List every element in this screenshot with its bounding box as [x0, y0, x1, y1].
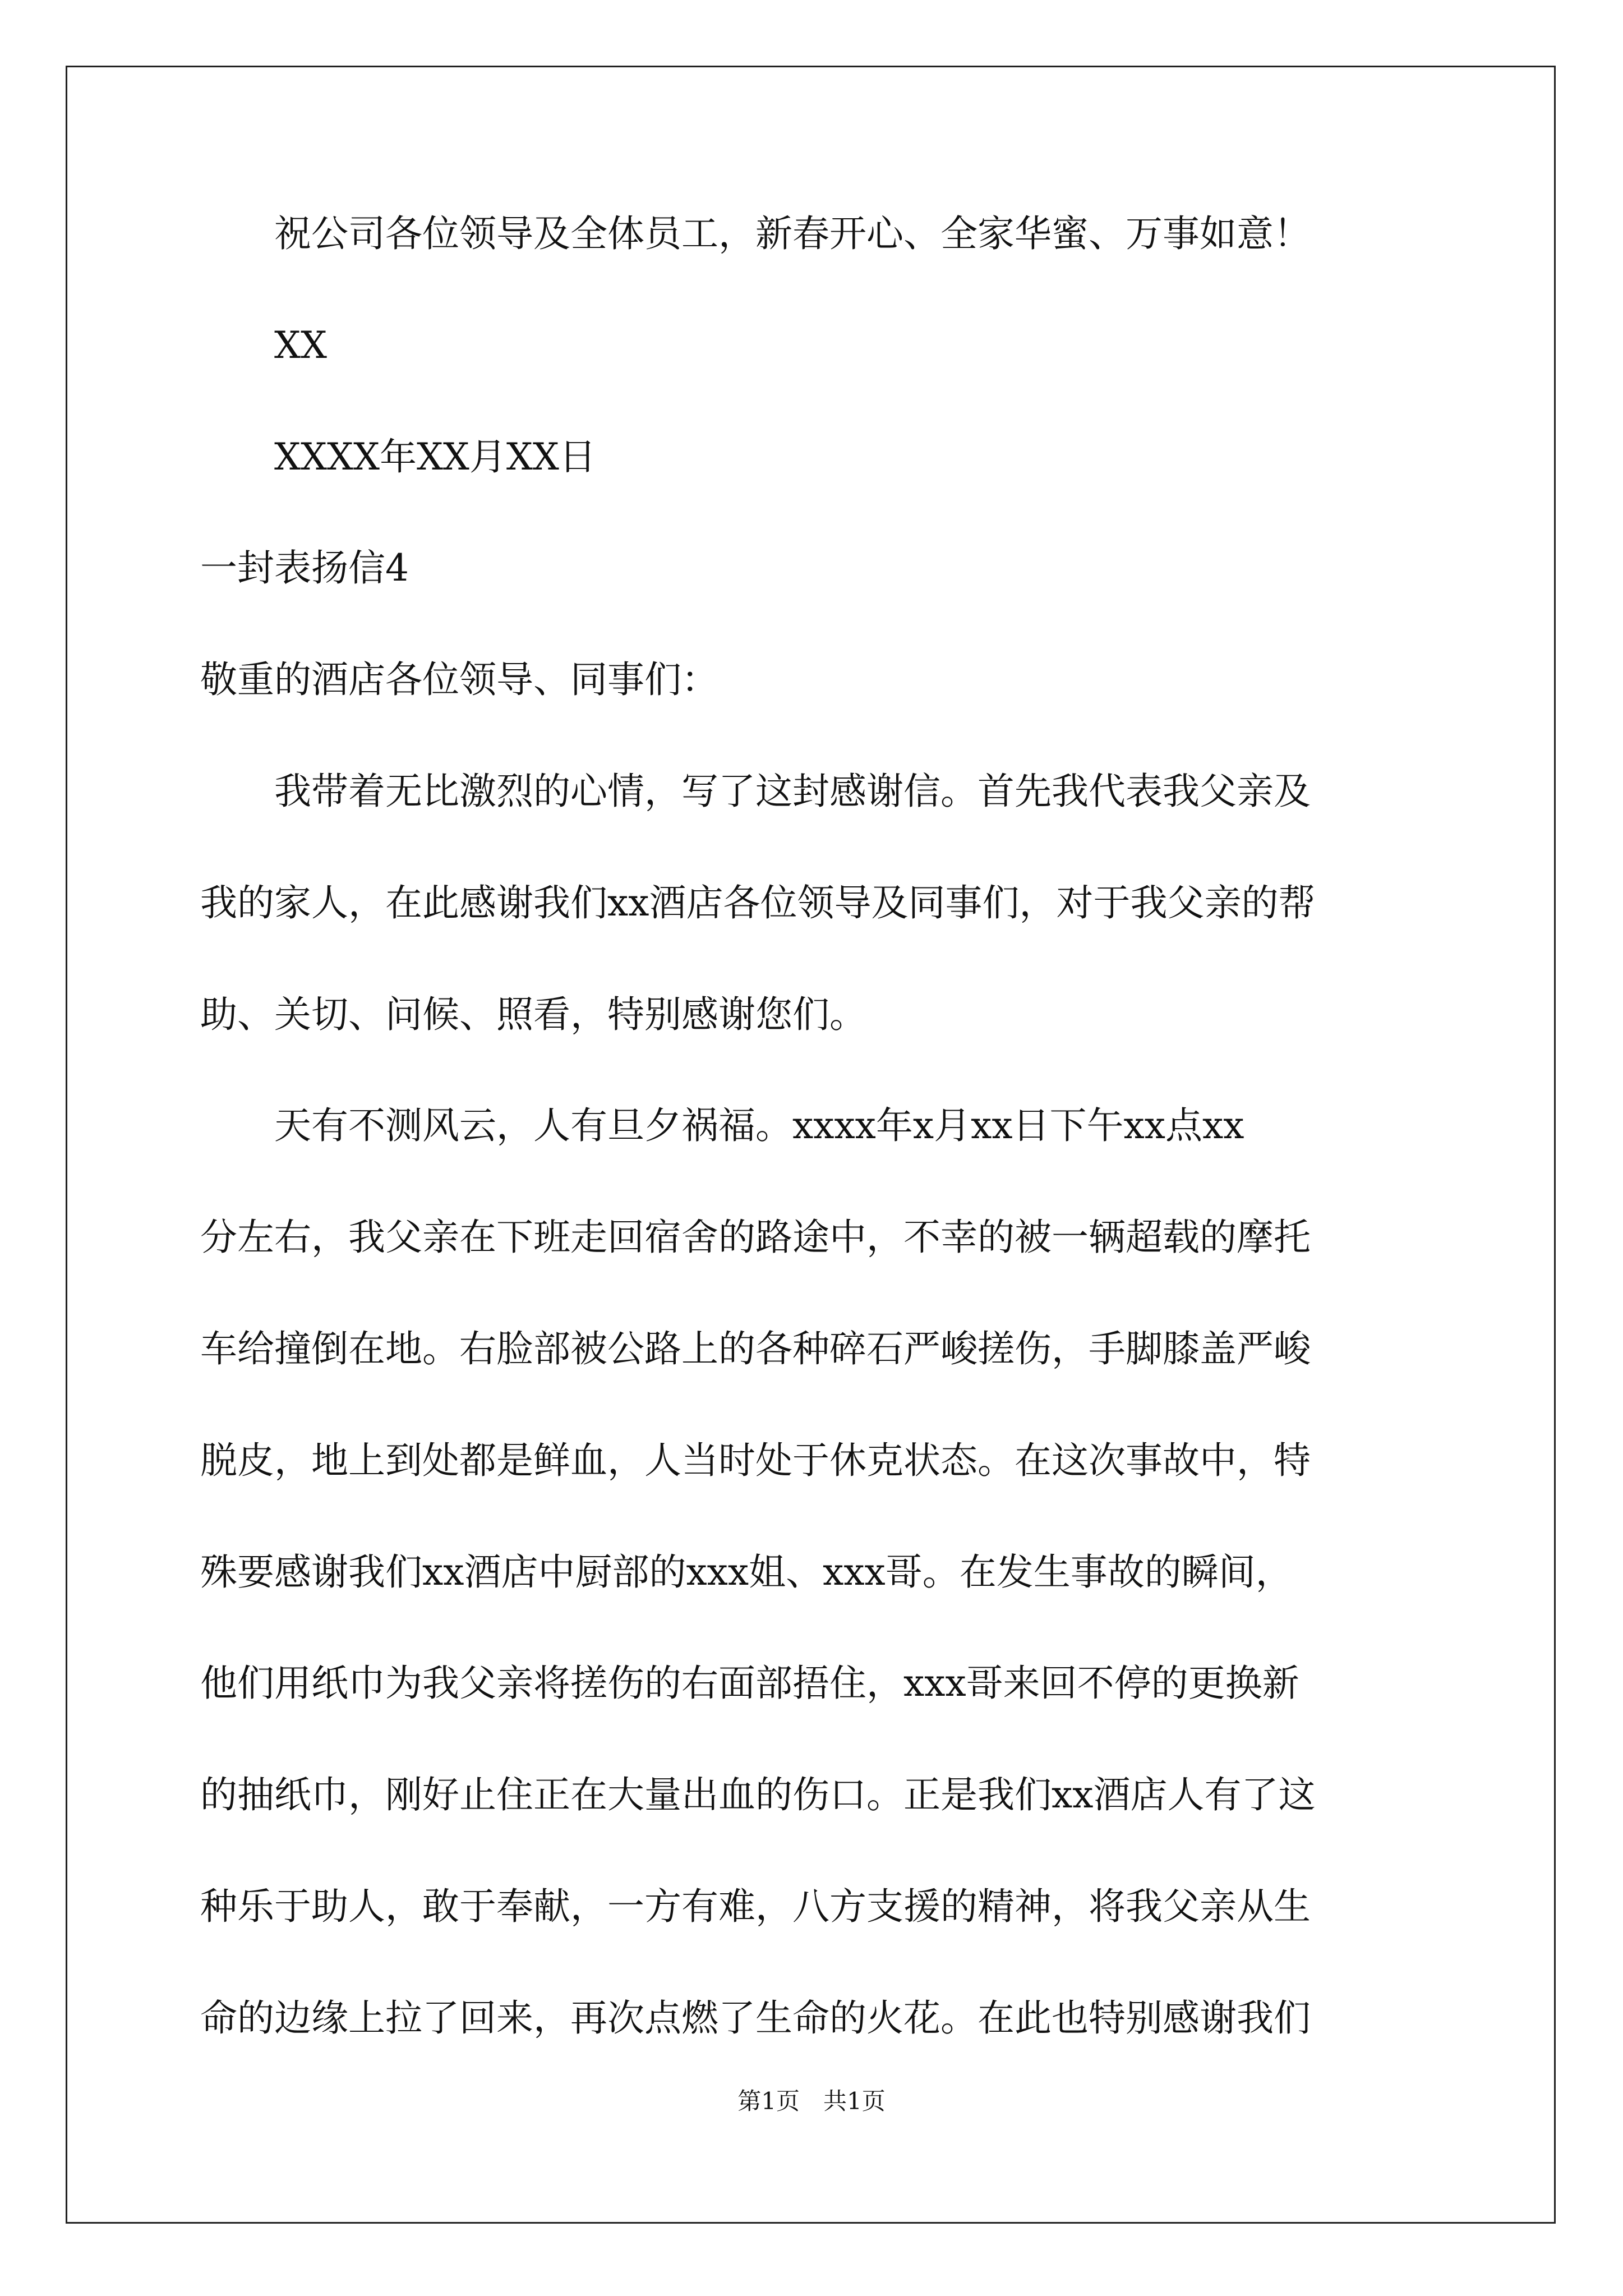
text-line: 车给撞倒在地。右脸部被公路上的各种碎石严峻搓伤，手脚膝盖严峻: [200, 1327, 1311, 1370]
salutation: 敬重的酒店各位领导、同事们：: [200, 658, 718, 701]
text-line: 殊要感谢我们xx酒店中厨部的xxx姐、xxx哥。在发生事故的瞬间，: [200, 1550, 1293, 1594]
text-line: XX: [200, 324, 327, 367]
text-line: 脱皮，地上到处都是鲜血，人当时处于休克状态。在这次事故中，特: [200, 1439, 1311, 1482]
text-line: 祝公司各位领导及全体员工，新春开心、全家华蜜、万事如意！: [200, 212, 1311, 255]
text-line: 命的边缘上拉了回来，再次点燃了生命的火花。在此也特别感谢我们: [200, 1996, 1311, 2040]
text-line: 他们用纸巾为我父亲将搓伤的右面部捂住，xxx哥来回不停的更换新: [200, 1662, 1299, 1705]
text-line: 天有不测风云，人有旦夕祸福。xxxx年x月xx日下午xx点xx: [200, 1104, 1244, 1147]
text-line: XXXX年XX月XX日: [200, 435, 596, 478]
section-heading: 一封表扬信4: [200, 546, 409, 590]
text-line: 助、关切、问候、照看，特别感谢您们。: [200, 993, 866, 1036]
text-line: 我的家人，在此感谢我们xx酒店各位领导及同事们，对于我父亲的帮: [200, 881, 1316, 924]
text-line: 的抽纸巾，刚好止住正在大量出血的伤口。正是我们xx酒店人有了这: [200, 1773, 1316, 1816]
text-line: 种乐于助人，敢于奉献，一方有难，八方支援的精神，将我父亲从生: [200, 1885, 1311, 1928]
page-footer: 第1页 共1页: [737, 2087, 886, 2115]
text-line: 我带着无比激烈的心情，写了这封感谢信。首先我代表我父亲及: [200, 770, 1311, 813]
text-line: 分左右，我父亲在下班走回宿舍的路途中，不幸的被一辆超载的摩托: [200, 1216, 1311, 1259]
